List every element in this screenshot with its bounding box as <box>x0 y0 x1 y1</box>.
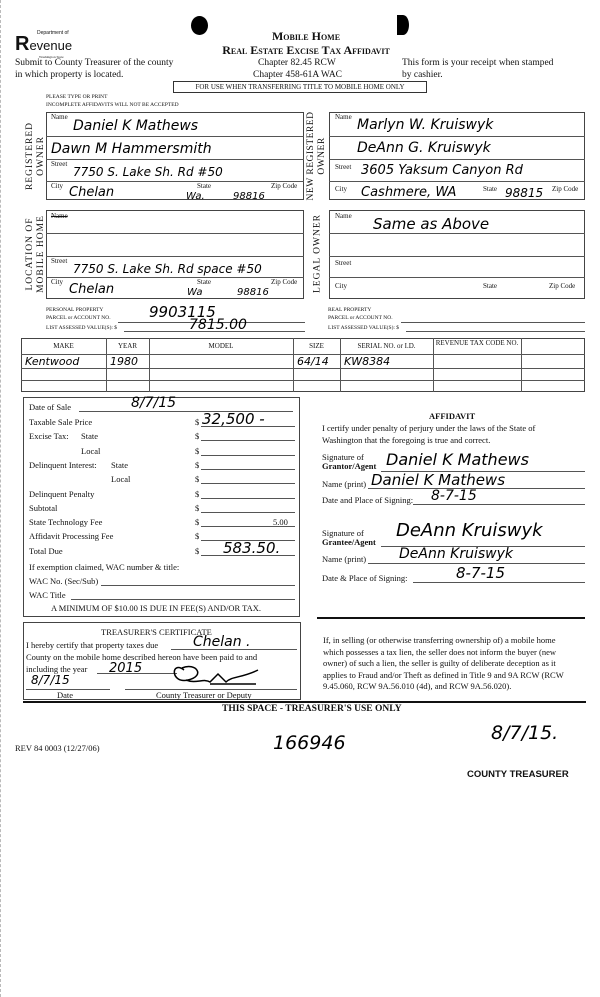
treasurer-cert-text: including the year <box>26 664 88 674</box>
logo-sub-text: Washington State <box>39 55 64 59</box>
affidavit-text: I certify under penalty of perjury under the laws of the State of <box>322 423 536 433</box>
street-label: Street <box>51 160 68 168</box>
new-owner-street[interactable]: 3605 Yaksum Canyon Rd <box>361 163 523 178</box>
total-value[interactable]: 583.50. <box>223 538 281 557</box>
receipt-note: This form is your receipt when stamped <box>402 58 554 68</box>
chapter-wac: Chapter 458-61A WAC <box>253 70 343 80</box>
lien-warning-line: which possesses a tax lien, the seller does not inform the buyer (new <box>323 646 556 657</box>
registered-owner-state[interactable]: Wa. <box>186 191 205 202</box>
table-cell[interactable]: KW8384 <box>344 355 391 368</box>
sale-row-label: Excise Tax: <box>29 431 69 442</box>
dollar-sign: $ <box>195 488 200 499</box>
affidavit-text: Washington that the foregoing is true and correct. <box>322 435 491 445</box>
form-subtitle: Real Estate Excise Tax Affidavit <box>222 43 390 57</box>
registered-owner-zip[interactable]: 98816 <box>233 191 265 202</box>
affidavit-title: AFFIDAVIT <box>429 411 476 421</box>
grantor-signature[interactable]: Daniel K Mathews <box>386 450 529 469</box>
sale-row-label: Local <box>111 474 131 485</box>
table-header: SIZE <box>309 342 324 350</box>
table-cell[interactable]: Kentwood <box>25 355 80 368</box>
date-place-label: Date and Place of Signing: <box>322 495 414 505</box>
grantor-label: Grantor/Agent <box>322 461 377 471</box>
date-of-sale-label: Date of Sale <box>29 402 72 412</box>
street-label: Street <box>335 163 352 171</box>
city-label: City <box>51 182 64 190</box>
sale-row-label: Delinquent Penalty <box>29 488 95 499</box>
grantee-signature[interactable]: DeAnn Kruiswyk <box>396 520 543 541</box>
state-label: State <box>483 185 497 193</box>
wac-no-label: WAC No. (Sec/Sub) <box>29 576 99 586</box>
registered-owner-street[interactable]: 7750 S. Lake Sh. Rd #50 <box>73 165 223 179</box>
registered-owner-name-1[interactable]: Daniel K Mathews <box>73 118 199 134</box>
logo-small-text: Department of <box>37 30 69 36</box>
state-label: State <box>197 182 211 190</box>
date-of-sale[interactable]: 8/7/15 <box>131 395 177 411</box>
sale-row-label: State <box>81 431 98 442</box>
dollar-sign: $ <box>195 459 200 470</box>
table-header: SERIAL NO. or I.D. <box>357 342 416 350</box>
city-label: City <box>335 282 348 290</box>
logo-main-text: Revenue <box>15 33 73 55</box>
date-place-label: Date & Place of Signing: <box>322 573 408 583</box>
form-revision: REV 84 0003 (12/27/06) <box>15 743 100 753</box>
new-owner-name-2[interactable]: DeAnn G. Kruiswyk <box>357 140 491 156</box>
grantor-signing-date[interactable]: 8-7-15 <box>431 488 477 504</box>
personal-parcel-no[interactable]: 9903115 <box>149 303 216 321</box>
grantee-label: Grantee/Agent <box>322 537 376 547</box>
sale-row-label: State <box>111 459 128 470</box>
new-owner-label: NEW REGISTERED OWNER <box>306 111 327 201</box>
stamp-date: 8/7/15. <box>491 722 559 744</box>
table-header: YEAR <box>117 342 138 350</box>
table-header: REVENUE TAX CODE NO. <box>435 339 519 347</box>
table-header: MAKE <box>53 342 74 350</box>
treasurer-signature-label: County Treasurer or Deputy <box>156 690 252 700</box>
location-state[interactable]: Wa <box>187 287 203 298</box>
zip-label: Zip Code <box>549 282 576 290</box>
assessed-label: LIST ASSESSED VALUE(S): $ <box>46 325 118 331</box>
dollar-sign: $ <box>195 531 200 542</box>
signature-of-label: Signature of <box>322 452 364 462</box>
signature-of-label: Signature of <box>322 528 364 538</box>
dollar-sign: $ <box>195 417 200 427</box>
lien-warning-line: If, in selling (or otherwise transferring ownership of) a mobile home <box>323 635 556 645</box>
dollar-sign: $ <box>195 445 200 456</box>
tax-paid-year[interactable]: 2015 <box>109 661 143 676</box>
wac-title-label: WAC Title <box>29 590 66 600</box>
name-label: Name <box>335 212 352 220</box>
grantor-name-print[interactable]: Daniel K Mathews <box>371 471 506 489</box>
treasurer-use-heading: THIS SPACE - TREASURER'S USE ONLY <box>222 704 402 714</box>
personal-assessed-value[interactable]: 7815.00 <box>189 317 247 333</box>
usage-banner: FOR USE WHEN TRANSFERRING TITLE TO MOBILE HOME ONLY <box>173 81 427 93</box>
city-label: City <box>51 278 64 286</box>
state-label: State <box>483 282 497 290</box>
new-owner-zip[interactable]: 98815 <box>505 186 544 200</box>
registered-owner-city[interactable]: Chelan <box>69 185 115 200</box>
location-city[interactable]: Chelan <box>69 282 115 297</box>
table-cell[interactable]: 1980 <box>110 355 138 368</box>
dollar-sign: $ <box>195 502 200 513</box>
location-zip[interactable]: 98816 <box>237 287 269 298</box>
receipt-number: 166946 <box>273 732 346 754</box>
treasurer-cert-text: I hereby certify that property taxes due <box>26 640 159 650</box>
sale-row-label: Subtotal <box>29 502 58 513</box>
submit-instructions: Submit to County Treasurer of the county <box>15 58 174 68</box>
street-label: Street <box>51 257 68 265</box>
assessed-label: LIST ASSESSED VALUE(S): $ <box>328 325 400 331</box>
table-cell[interactable]: 64/14 <box>297 355 329 368</box>
submit-instructions: in which property is located. <box>15 70 124 80</box>
legal-owner-name[interactable]: Same as Above <box>373 215 490 233</box>
dollar-sign: $ <box>195 474 200 485</box>
new-owner-name-1[interactable]: Marlyn W. Kruiswyk <box>357 117 494 133</box>
county-treasurer-stamp: COUNTY TREASURER <box>467 769 569 780</box>
form-title: Mobile Home <box>271 29 341 43</box>
sale-row-label: Local <box>81 445 101 456</box>
sale-row-label: State Technology Fee <box>29 517 103 528</box>
receipt-note: by cashier. <box>402 70 443 80</box>
real-property-label: REAL PROPERTY <box>328 307 372 313</box>
personal-property-label: PERSONAL PROPERTY <box>46 307 104 313</box>
street-label: Street <box>335 259 352 267</box>
parcel-label: PARCEL or ACCOUNT NO. <box>328 315 393 321</box>
tax-county[interactable]: Chelan . <box>193 634 251 650</box>
lien-warning-line: applies to Fraud and/or Theft as defined in Title 9 and 9A RCW (RCW <box>323 669 564 680</box>
parcel-label: PARCEL or ACCOUNT NO. <box>46 315 111 321</box>
treasurer-date[interactable]: 8/7/15 <box>31 673 70 687</box>
grantee-name-print[interactable]: DeAnn Kruiswyk <box>399 546 514 562</box>
state-label: State <box>197 278 211 286</box>
name-label: Name <box>335 113 352 121</box>
dollar-sign: $ <box>195 431 200 442</box>
name-label: Name <box>51 113 68 121</box>
dollar-sign: $ <box>195 517 200 528</box>
sale-row-label: Total Due <box>29 545 63 556</box>
treasurer-cert-text: County on the mobile home described hereon have been paid to and <box>26 652 258 662</box>
zip-label: Zip Code <box>552 185 579 193</box>
lien-warning-line: 9.45.060, RCW 9A.56.010 (4d), and RCW 9A.56.020). <box>323 681 512 691</box>
zip-label: Zip Code <box>271 182 298 190</box>
name-print-label: Name (print) <box>322 479 367 489</box>
location-label: LOCATION OF MOBILE HOME <box>25 215 46 293</box>
chapter-rcw: Chapter 82.45 RCW <box>258 58 336 68</box>
struck-name-label: Name <box>51 212 68 220</box>
sale-row-label: Affidavit Processing Fee <box>29 531 114 542</box>
table-header: MODEL <box>208 342 234 350</box>
new-owner-city[interactable]: Cashmere, WA <box>361 185 457 200</box>
exemption-label: If exemption claimed, WAC number & title: <box>29 562 180 572</box>
type-print-note: PLEASE TYPE OR PRINT <box>46 94 108 100</box>
treasurer-cert-title: TREASURER'S CERTIFICATE <box>101 627 212 637</box>
city-label: City <box>335 185 348 193</box>
incomplete-note: INCOMPLETE AFFIDAVITS WILL NOT BE ACCEPTED <box>46 102 179 108</box>
date-label: Date <box>57 690 74 700</box>
legal-owner-label: LEGAL OWNER <box>312 214 323 293</box>
treasurer-signature-icon <box>166 660 266 688</box>
taxable-value[interactable]: 32,500 - <box>202 410 265 428</box>
registered-owner-label: REGISTERED OWNER <box>25 121 46 191</box>
sale-row-label: Delinquent Interest: <box>29 459 97 470</box>
grantee-signing-date[interactable]: 8-7-15 <box>456 564 505 582</box>
location-street[interactable]: 7750 S. Lake Sh. Rd space #50 <box>73 262 262 276</box>
registered-owner-name-2[interactable]: Dawn M Hammersmith <box>51 141 212 157</box>
name-print-label: Name (print) <box>322 554 367 564</box>
minimum-note: A MINIMUM OF $10.00 IS DUE IN FEE(S) AND/OR TAX. <box>51 603 262 613</box>
lien-warning-line: owner) of such a lien, the seller is guilty of deliberate deception as it <box>323 658 556 668</box>
zip-label: Zip Code <box>271 278 298 286</box>
tech-fee-value[interactable]: 5.00 <box>273 517 288 528</box>
sale-row-label: Taxable Sale Price <box>29 417 93 427</box>
dollar-sign: $ <box>195 545 200 556</box>
